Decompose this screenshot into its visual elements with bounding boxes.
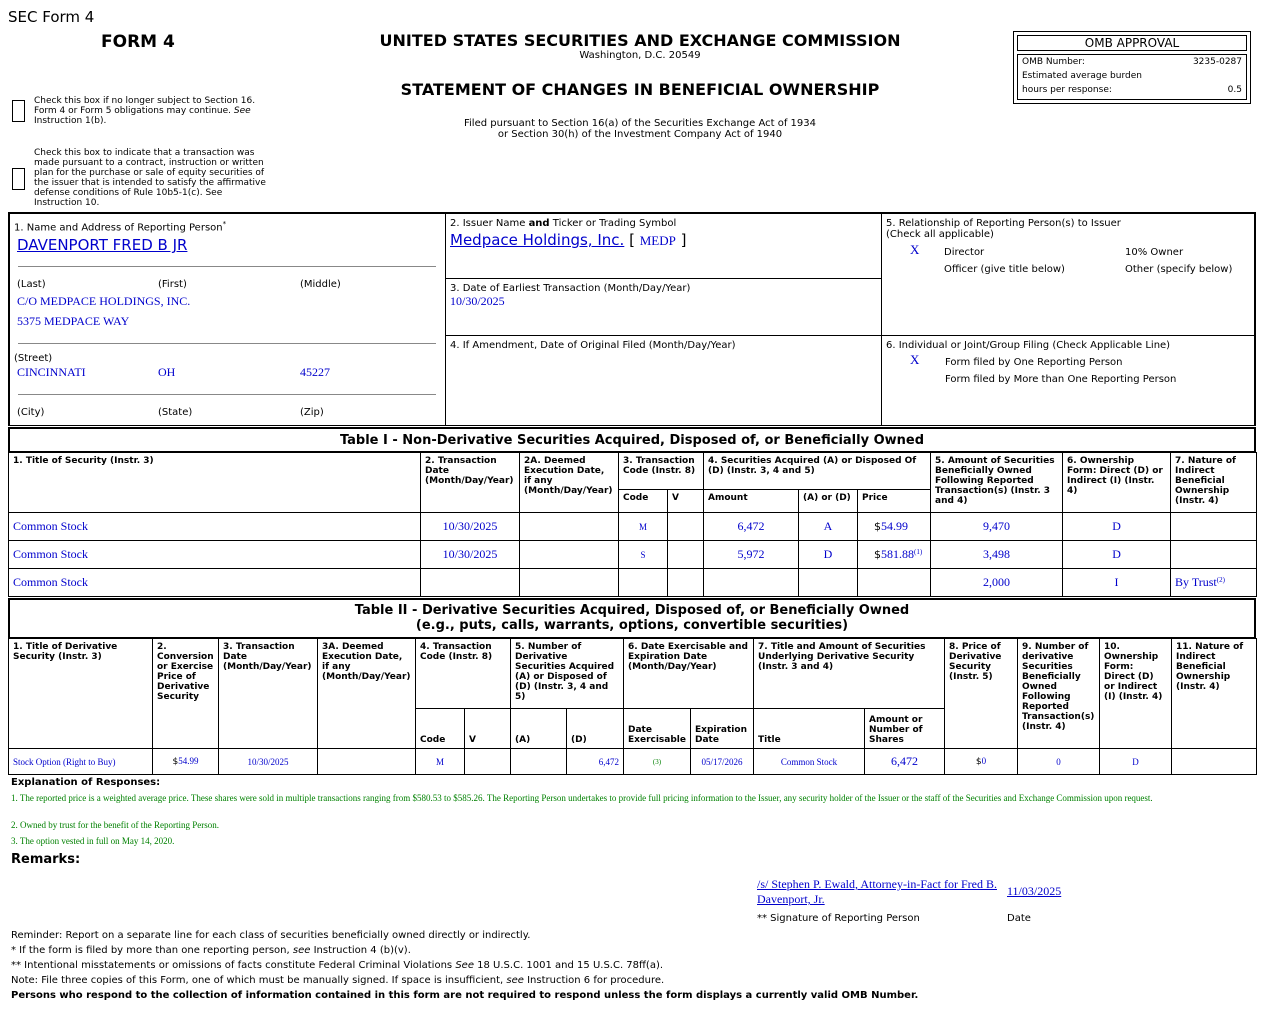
t1-form: D xyxy=(1063,541,1171,569)
earliest-date-label: 3. Date of Earliest Transaction (Month/Day/Year) xyxy=(450,283,691,294)
t2-code-head: Code xyxy=(416,709,465,749)
t2-underlying-title: Common Stock xyxy=(754,749,865,775)
t2-h10: 10. Ownership Form: Direct (D) or Indirect (I) (Instr. 4) xyxy=(1100,639,1172,749)
t1-deemed xyxy=(520,513,619,541)
t1-deemed xyxy=(520,541,619,569)
t2-h8: 8. Price of Derivative Security (Instr. 5) xyxy=(945,639,1018,749)
footer-intentional: ** Intentional misstatements or omissions of facts constitute Federal Criminal Violations See 18 U.S.C. 1001 and 15 U.S.C. 78ff(a). xyxy=(11,960,664,971)
t1-price xyxy=(858,569,931,597)
t1-form: D xyxy=(1063,513,1171,541)
t1-ad xyxy=(799,569,858,597)
footnote-3: 3. The option vested in full on May 14, 2020. xyxy=(11,836,175,846)
amendment-label: 4. If Amendment, Date of Original Filed (Month/Day/Year) xyxy=(450,340,736,351)
rule10b5-checkbox[interactable] xyxy=(12,168,25,190)
form-title: FORM 4 xyxy=(101,32,175,52)
first-label: (First) xyxy=(158,279,187,290)
t1-code-head: Code xyxy=(619,490,668,513)
omb-hours-label: hours per response: xyxy=(1022,85,1112,95)
t1-ad: A xyxy=(799,513,858,541)
street-label: (Street) xyxy=(14,353,53,364)
section16-text-post: Instruction 1(b). xyxy=(34,116,107,126)
t2-h11: 11. Nature of Indirect Beneficial Ownership (Instr. 4) xyxy=(1172,639,1257,749)
table1-title: Table I - Non-Derivative Securities Acquired, Disposed of, or Beneficially Owned xyxy=(8,427,1256,452)
officer-label: Officer (give title below) xyxy=(944,264,1065,275)
t1-h3: 3. Transaction Code (Instr. 8) xyxy=(619,453,704,490)
t1-title: Common Stock xyxy=(9,569,421,597)
t2-h3: 3. Transaction Date (Month/Day/Year) xyxy=(219,639,318,749)
ten-pct-owner-label: 10% Owner xyxy=(1125,247,1184,258)
bracket-open: [ xyxy=(629,231,635,249)
relationship-box xyxy=(881,212,1256,336)
explanation-title: Explanation of Responses: xyxy=(11,777,161,788)
table1 xyxy=(8,452,1257,597)
middle-label: (Middle) xyxy=(300,279,341,290)
section16-text xyxy=(34,96,266,126)
city-label: (City) xyxy=(17,407,45,418)
filing-more-label: Form filed by More than One Reporting Person xyxy=(945,374,1177,385)
t1-h2a: 2A. Deemed Execution Date, if any (Month/Day/Year) xyxy=(520,453,619,513)
footer-reminder: Reminder: Report on a separate line for each class of securities beneficially owned directly or indirectly. xyxy=(11,930,531,941)
t2-deriv-price: $0 xyxy=(945,749,1018,775)
t1-form: I xyxy=(1063,569,1171,597)
statement-title: STATEMENT OF CHANGES IN BENEFICIAL OWNERSHIP xyxy=(400,80,880,99)
t1-h4: 4. Securities Acquired (A) or Disposed Of (D) (Instr. 3, 4 and 5) xyxy=(704,453,931,490)
relationship-label: 5. Relationship of Reporting Person(s) to Issuer (Check all applicable) xyxy=(886,218,1121,240)
footnote-1: 1. The reported price is a weighted average price. These shares were sold in multiple transactions ranging from $580.53 to $585.26. The Reporting Person undertakes to provide full pricing information to the Issuer, any security holder of the Issuer or the staff of the Securities and Exchange Commission upon request. xyxy=(11,793,1153,803)
section16-checkbox[interactable] xyxy=(12,100,25,122)
t1-amount: 6,472 xyxy=(704,513,799,541)
footer xyxy=(11,928,918,1003)
t2-date: 10/30/2025 xyxy=(219,749,318,775)
t2-h4: 4. Transaction Code (Instr. 8) xyxy=(416,639,511,709)
t2-h7: 7. Title and Amount of Securities Underlying Derivative Security (Instr. 3 and 4) xyxy=(754,639,945,709)
t2-title-head: Title xyxy=(754,709,865,749)
earliest-date-value: 10/30/2025 xyxy=(450,294,505,308)
zip-label: (Zip) xyxy=(300,407,324,418)
t2-underlying-amount: 6,472 xyxy=(865,749,945,775)
footer-joint: * If the form is filed by more than one reporting person, see Instruction 4 (b)(v). xyxy=(11,945,411,956)
t1-v xyxy=(668,569,704,597)
t1-h6: 6. Ownership Form: Direct (D) or Indirect (I) (Instr. 4) xyxy=(1063,453,1171,513)
doc-label: SEC Form 4 xyxy=(8,8,95,26)
ticker-symbol: MEDP xyxy=(639,233,676,248)
footer-persons: Persons who respond to the collection of information contained in this form are not required to respond unless the form displays a currently valid OMB Number. xyxy=(11,990,919,1001)
t2-a-head: (A) xyxy=(511,709,567,749)
t1-h7: 7. Nature of Indirect Beneficial Ownership (Instr. 4) xyxy=(1171,453,1257,513)
t2-d: 6,472 xyxy=(567,749,624,775)
agency-location: Washington, D.C. 20549 xyxy=(579,50,701,61)
t2-amount-shares-head: Amount or Number of Shares xyxy=(865,709,945,749)
t1-code xyxy=(619,569,668,597)
t1-v-head: V xyxy=(668,490,704,513)
signature-date[interactable]: 11/03/2025 xyxy=(1007,884,1062,898)
t1-ad: D xyxy=(799,541,858,569)
table-row xyxy=(9,513,1257,541)
amendment-box xyxy=(445,335,882,426)
filing-one-label: Form filed by One Reporting Person xyxy=(945,357,1123,368)
t2-title: Stock Option (Right to Buy) xyxy=(9,749,153,775)
t2-owned: 0 xyxy=(1018,749,1100,775)
t1-nature: By Trust$^{(2)}$ xyxy=(1171,569,1257,597)
table2-title-line2: (e.g., puts, calls, warrants, options, convertible securities) xyxy=(415,618,849,633)
t1-v xyxy=(668,513,704,541)
issuer-name-link[interactable]: Medpace Holdings, Inc. xyxy=(450,231,625,249)
rule10b5-text: Check this box to indicate that a transaction was made pursuant to a contract, instruction or written plan for the purchase or sale of equity securities of the issuer that is intended to satisfy the affirmative defense conditions of Rule 10b5-1(c). See Instruction 10. xyxy=(34,148,266,208)
t1-price: $581.88$^{(1)}$ xyxy=(858,541,931,569)
t1-owned: 3,498 xyxy=(931,541,1063,569)
t2-nature xyxy=(1172,749,1257,775)
t1-title: Common Stock xyxy=(9,513,421,541)
t2-a xyxy=(511,749,567,775)
t1-amount-head: Amount xyxy=(704,490,799,513)
t1-code: M xyxy=(619,513,668,541)
signature-label: ** Signature of Reporting Person xyxy=(757,913,920,924)
t2-h9: 9. Number of derivative Securities Beneficially Owned Following Reported Transaction(s) (Instr. 4) xyxy=(1018,639,1100,749)
t1-date: 10/30/2025 xyxy=(421,513,520,541)
t1-owned: 9,470 xyxy=(931,513,1063,541)
issuer-label: 2. Issuer Name and Ticker or Trading Symbol xyxy=(450,218,677,229)
t2-h2: 2. Conversion or Exercise Price of Derivative Security xyxy=(153,639,219,749)
t2-v xyxy=(465,749,511,775)
t1-ad-head: (A) or (D) xyxy=(799,490,858,513)
t1-nature xyxy=(1171,541,1257,569)
omb-hours-value: 0.5 xyxy=(1227,85,1242,95)
t2-code: M xyxy=(416,749,465,775)
t1-owned: 2,000 xyxy=(931,569,1063,597)
t2-deemed xyxy=(318,749,416,775)
t2-h5: 5. Number of Derivative Securities Acquired (A) or Disposed of (D) (Instr. 3, 4 and 5) xyxy=(511,639,624,709)
state-value: OH xyxy=(158,365,176,379)
table2-title-line1: Table II - Derivative Securities Acquired, Disposed of, or Beneficially Owned xyxy=(354,603,910,618)
t2-h3a: 3A. Deemed Execution Date, if any (Month/Day/Year) xyxy=(318,639,416,749)
bracket-close: ] xyxy=(680,231,687,249)
address-line-1: C/O MEDPACE HOLDINGS, INC. xyxy=(17,294,191,308)
filing-label: 6. Individual or Joint/Group Filing (Check Applicable Line) xyxy=(886,340,1171,351)
filed-line-2: or Section 30(h) of the Investment Company Act of 1940 xyxy=(497,129,783,140)
t1-nature xyxy=(1171,513,1257,541)
filing-box xyxy=(881,335,1256,426)
t1-code: S xyxy=(619,541,668,569)
t2-exp-head: Expiration Date xyxy=(691,709,754,749)
section16-text-see: See xyxy=(233,106,251,116)
t2-form: D xyxy=(1100,749,1172,775)
t1-h2: 2. Transaction Date (Month/Day/Year) xyxy=(421,453,520,513)
table-row xyxy=(9,569,1257,597)
t2-v-head: V xyxy=(465,709,511,749)
other-label: Other (specify below) xyxy=(1125,264,1233,275)
director-label: Director xyxy=(944,247,985,258)
t2-d-head: (D) xyxy=(567,709,624,749)
reporting-person-box xyxy=(8,212,446,426)
issuer-box xyxy=(445,212,882,279)
zip-value: 45227 xyxy=(300,365,330,379)
section16-text-pre: Check this box if no longer subject to Section 16. Form 4 or Form 5 obligations may continue. xyxy=(34,96,256,116)
footer-note: Note: File three copies of this Form, one of which must be manually signed. If space is insufficient, see Instruction 6 for procedure. xyxy=(11,975,665,986)
t1-title: Common Stock xyxy=(9,541,421,569)
state-label: (State) xyxy=(158,407,193,418)
t1-price-head: Price xyxy=(858,490,931,513)
t1-date: 10/30/2025 xyxy=(421,541,520,569)
omb-details xyxy=(1017,54,1247,100)
t2-date-ex-head: Date Exercisable xyxy=(624,709,691,749)
t1-date xyxy=(421,569,520,597)
omb-title: OMB APPROVAL xyxy=(1017,35,1247,51)
table-row xyxy=(9,749,1257,775)
t2-h6: 6. Date Exercisable and Expiration Date (Month/Day/Year) xyxy=(624,639,754,709)
omb-approval-box xyxy=(1013,31,1251,104)
omb-number-label: OMB Number: xyxy=(1022,57,1085,67)
table2-title xyxy=(8,598,1256,638)
remarks-title: Remarks: xyxy=(11,852,81,867)
t2-h1: 1. Title of Derivative Security (Instr. 3) xyxy=(9,639,153,749)
t2-exercisable: (3) xyxy=(624,749,691,775)
t1-h5: 5. Amount of Securities Beneficially Owned Following Reported Transaction(s) (Instr. 3 and 4) xyxy=(931,453,1063,513)
t1-amount xyxy=(704,569,799,597)
signature-date-label: Date xyxy=(1007,913,1031,924)
omb-burden-label: Estimated average burden xyxy=(1022,71,1142,81)
t1-h1: 1. Title of Security (Instr. 3) xyxy=(9,453,421,513)
t1-amount: 5,972 xyxy=(704,541,799,569)
t1-v xyxy=(668,541,704,569)
omb-number-value: 3235-0287 xyxy=(1192,57,1242,67)
agency-title: UNITED STATES SECURITIES AND EXCHANGE COMMISSION xyxy=(379,31,901,50)
address-line-2: 5375 MEDPACE WAY xyxy=(17,314,130,328)
t2-expiration: 05/17/2026 xyxy=(691,749,754,775)
earliest-transaction-box xyxy=(445,278,882,336)
issuer-name-row xyxy=(450,231,686,249)
filed-pursuant xyxy=(330,118,950,140)
t2-price: $54.99 xyxy=(153,749,219,775)
table2 xyxy=(8,638,1257,775)
t1-deemed xyxy=(520,569,619,597)
t1-price: $54.99 xyxy=(858,513,931,541)
city-value: CINCINNATI xyxy=(17,365,86,379)
filing-one-mark[interactable]: X xyxy=(910,352,920,367)
filed-line-1: Filed pursuant to Section 16(a) of the Securities Exchange Act of 1934 xyxy=(464,118,816,129)
footnote-2: 2. Owned by trust for the benefit of the Reporting Person. xyxy=(11,820,219,830)
reporting-person-name[interactable]: DAVENPORT FRED B JR xyxy=(17,236,188,254)
table-row xyxy=(9,541,1257,569)
director-mark[interactable]: X xyxy=(910,242,920,257)
signature-name[interactable]: /s/ Stephen P. Ewald, Attorney-in-Fact for Fred B. Davenport, Jr. xyxy=(757,877,997,906)
reporting-person-label: 1. Name and Address of Reporting Person* xyxy=(14,220,227,234)
last-label: (Last) xyxy=(17,279,46,290)
